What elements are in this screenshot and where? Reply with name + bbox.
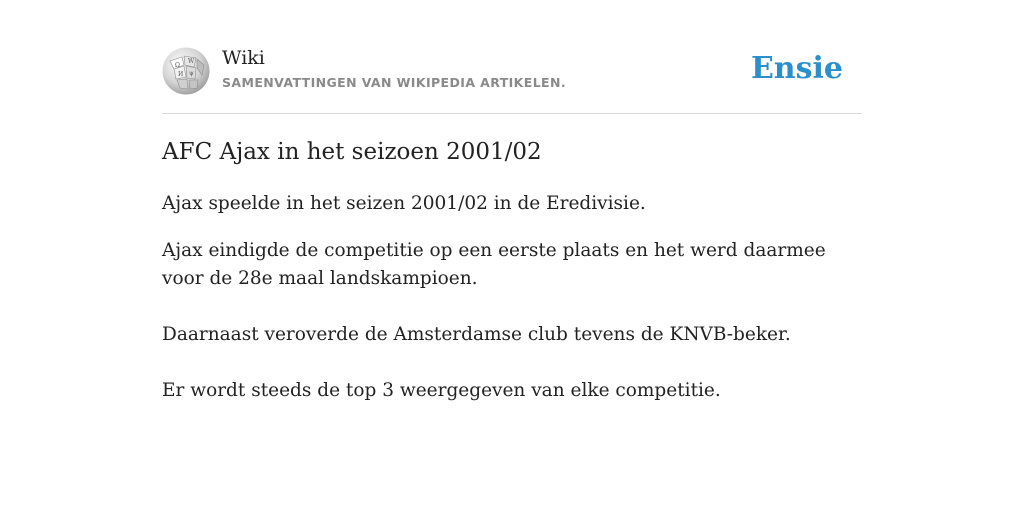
ensie-brand-link[interactable]: Ensie (750, 51, 843, 86)
site-header (162, 0, 862, 114)
site-title: Wiki (222, 47, 265, 69)
article-paragraph: Daarnaast veroverde de Amsterdamse club tevens de KNVB-beker. (162, 324, 791, 345)
article-paragraph: Er wordt steeds de top 3 weergegeven van elke competitie. (162, 380, 721, 401)
site-tagline: SAMENVATTINGEN VAN WIKIPEDIA ARTIKELEN. (222, 75, 567, 90)
svg-text:Ω: Ω (175, 62, 180, 69)
article-paragraph: Ajax speelde in het seizen 2001/02 in de Eredivisie. (162, 193, 646, 214)
article-title: AFC Ajax in het seizoen 2001/02 (162, 139, 542, 165)
page-container (162, 0, 862, 401)
svg-text:ψ: ψ (189, 70, 194, 77)
svg-text:И: И (178, 71, 184, 78)
wikipedia-globe-icon[interactable] (162, 47, 210, 95)
svg-text:W: W (188, 58, 195, 65)
article-paragraph: Ajax eindigde de competitie op een eerste plaats en het werd daarmee voor de 28e maal landskampioen. (162, 240, 826, 289)
